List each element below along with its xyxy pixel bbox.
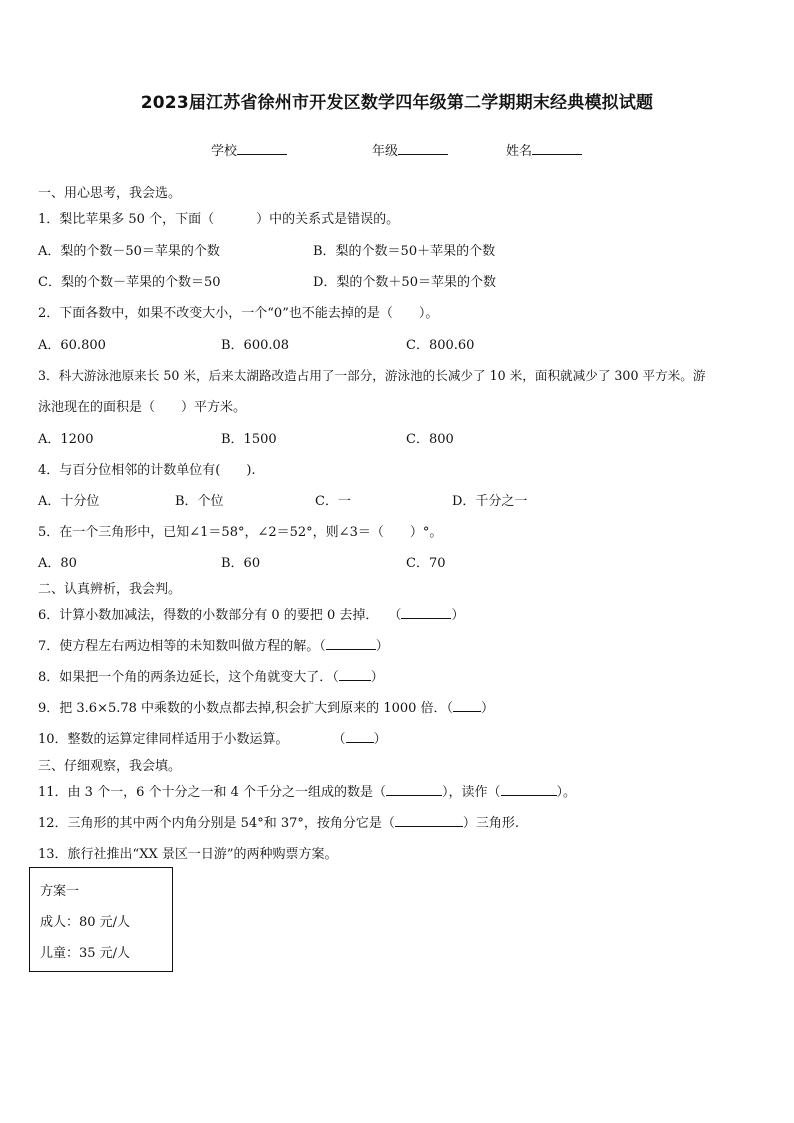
question-10-open-paren: （ <box>332 732 346 747</box>
question-9-open-paren: （ <box>446 701 454 716</box>
question-11-part-2: ），读作（ <box>442 785 501 800</box>
name-blank[interactable] <box>532 141 582 155</box>
question-1-option-b[interactable]: B．梨的个数＝50＋苹果的个数 <box>313 244 496 259</box>
section-heading-judge: 二、认真辨析，我会判。 <box>38 582 182 597</box>
question-4-option-b[interactable]: B．个位 <box>175 494 224 509</box>
question-11-reading-blank[interactable] <box>501 783 557 796</box>
question-7 <box>38 635 389 654</box>
question-9-close-paren: ） <box>481 701 495 716</box>
school-blank[interactable] <box>237 141 287 155</box>
question-4-option-d[interactable]: D．千分之一 <box>452 494 528 509</box>
question-4-stem: 4．与百分位相邻的计数单位有( ). <box>38 463 256 478</box>
question-2-option-c[interactable]: C．800.60 <box>406 338 475 353</box>
question-9 <box>38 697 494 716</box>
question-12-part-2: ）三角形. <box>462 816 520 831</box>
question-13-stem: 13．旅行社推出“XX 景区一日游”的两种购票方案。 <box>38 847 338 862</box>
question-2-option-a[interactable]: A．60.800 <box>38 338 106 353</box>
question-8-stem: 8．如果把一个角的两条边延长，这个角就变大了． <box>38 670 333 685</box>
question-10 <box>38 728 387 747</box>
question-12-part-1: 12．三角形的其中两个内角分别是 54°和 37°，按角分它是（ <box>38 816 395 831</box>
question-6-stem: 6．计算小数加减法，得数的小数部分有 0 的要把 0 去掉． <box>38 608 379 623</box>
question-6 <box>38 604 464 623</box>
question-6-close-paren: ） <box>451 608 465 623</box>
question-4-option-a[interactable]: A．十分位 <box>38 494 100 509</box>
question-7-open-paren: （ <box>319 639 326 654</box>
question-1-option-a[interactable]: A．梨的个数－50＝苹果的个数 <box>38 244 220 259</box>
grade-blank[interactable] <box>398 141 448 155</box>
question-9-answer-blank[interactable] <box>453 699 481 712</box>
plan-one-child-price: 儿童：35 元/人 <box>40 946 131 961</box>
question-6-open-paren: （ <box>388 608 402 623</box>
question-1-stem-b: ）中的关系式是错误的。 <box>256 212 400 227</box>
grade-label: 年级 <box>372 144 399 159</box>
question-1-option-c[interactable]: C．梨的个数－苹果的个数＝50 <box>38 275 221 290</box>
school-label: 学校 <box>211 144 238 159</box>
section-heading-fill: 三、仔细观察，我会填。 <box>38 759 182 774</box>
question-6-answer-blank[interactable] <box>401 606 451 619</box>
question-8-open-paren: （ <box>332 670 339 685</box>
question-10-answer-blank[interactable] <box>346 730 374 743</box>
question-1-stem-a: 1．梨比苹果多 50 个，下面（ <box>38 212 215 227</box>
question-3-option-c[interactable]: C．800 <box>406 432 454 447</box>
page-title: 2023届江苏省徐州市开发区数学四年级第二学期期末经典模拟试题 <box>140 93 654 113</box>
question-3-option-a[interactable]: A．1200 <box>38 432 94 447</box>
question-7-close-paren: ） <box>375 639 389 654</box>
section-heading-choice: 一、用心思考，我会选。 <box>38 186 182 201</box>
question-11 <box>38 781 576 800</box>
question-3-option-b[interactable]: B．1500 <box>221 432 277 447</box>
plan-one-adult-price: 成人：80 元/人 <box>40 915 131 930</box>
question-5-stem: 5．在一个三角形中，已知∠1＝58°，∠2＝52°，则∠3＝（ ）°。 <box>38 525 443 540</box>
question-2-stem: 2．下面各数中，如果不改变大小，一个“0”也不能去掉的是（ ）。 <box>38 306 439 321</box>
question-5-option-c[interactable]: C．70 <box>406 556 446 571</box>
question-12-answer-blank[interactable] <box>395 814 463 827</box>
question-7-answer-blank[interactable] <box>326 637 376 650</box>
question-3-stem-line-1: 3．科大游泳池原来长 50 米，后来太湖路改造占用了一部分，游泳池的长减少了 10 米，面积就减少了 300 平方米。游 <box>38 368 706 383</box>
plan-one-box <box>29 867 173 972</box>
question-11-part-1: 11．由 3 个一，6 个十分之一和 4 个千分之一组成的数是（ <box>38 785 387 800</box>
question-9-stem: 9．把 3.6×5.78 中乘数的小数点都去掉,积会扩大到原来的 1000 倍． <box>38 701 447 716</box>
question-12 <box>38 812 519 831</box>
name-field <box>506 140 582 159</box>
question-8-close-paren: ） <box>370 670 384 685</box>
question-5-option-a[interactable]: A．80 <box>38 556 77 571</box>
question-11-part-3: ）。 <box>556 785 577 800</box>
question-5-option-b[interactable]: B．60 <box>221 556 261 571</box>
question-8 <box>38 666 384 685</box>
question-10-stem: 10．整数的运算定律同样适用于小数运算。 <box>38 732 289 747</box>
question-4-option-c[interactable]: C．一 <box>315 494 351 509</box>
grade-field <box>372 140 448 159</box>
question-1-option-d[interactable]: D．梨的个数＋50＝苹果的个数 <box>313 275 496 290</box>
plan-one-title: 方案一 <box>40 884 80 899</box>
question-7-stem: 7．使方程左右两边相等的未知数叫做方程的解。 <box>38 639 320 654</box>
question-1-stem <box>38 208 399 227</box>
question-2-option-b[interactable]: B．600.08 <box>221 338 290 353</box>
question-10-close-paren: ） <box>373 732 387 747</box>
name-label: 姓名 <box>506 144 533 159</box>
question-8-answer-blank[interactable] <box>339 668 371 681</box>
question-3-stem-line-2: 泳池现在的面积是（ ）平方米。 <box>38 400 247 415</box>
school-field <box>211 140 287 159</box>
question-11-number-blank[interactable] <box>386 783 442 796</box>
